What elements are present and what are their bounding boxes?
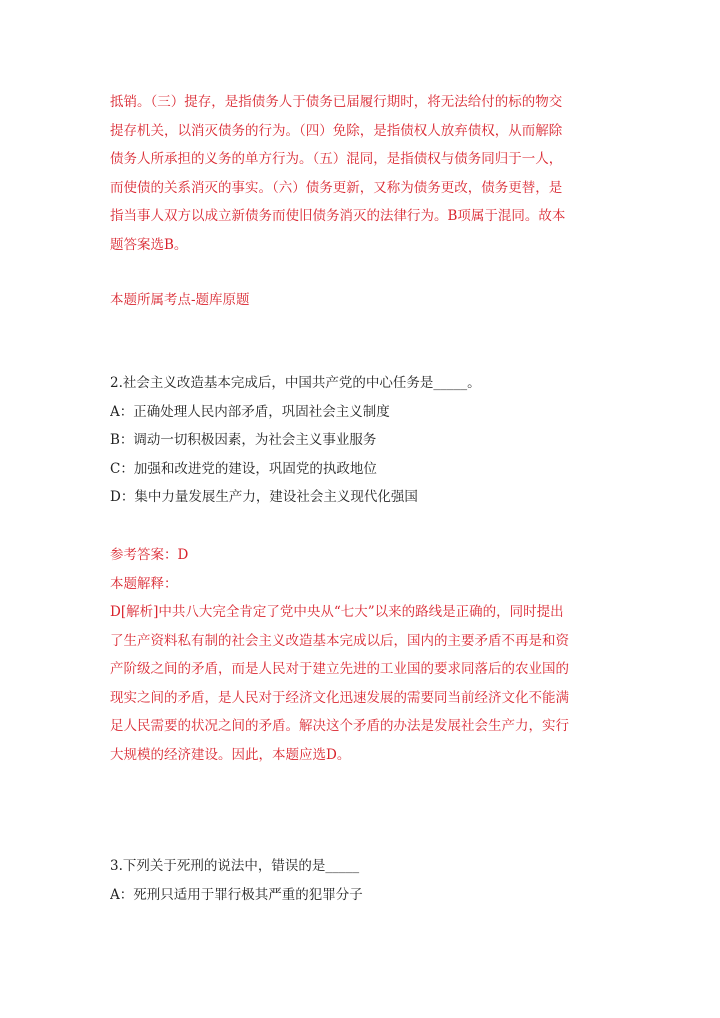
explanation-line: 指当事人双方以成立新债务而使旧债务消灭的法律行为。B项属于混同。故本 [110, 208, 566, 224]
explanation-label: 本题解释： [110, 575, 178, 592]
question-2 [110, 369, 610, 512]
explanation-line: 大规模的经济建设。因此，本题应选D。 [110, 746, 351, 763]
option-d: D：集中力量发展生产力，建设社会主义现代化强国 [110, 489, 418, 505]
explanation-line: 产阶级之间的矛盾，而是人民对于建立先进的工业国的要求同落后的农业国的 [110, 661, 569, 677]
answer-label: 参考答案：D [110, 547, 189, 563]
option-a: A：正确处理人民内部矛盾，巩固社会主义制度 [110, 403, 390, 420]
explanation-line: 足人民需要的状况之间的矛盾。解决这个矛盾的办法是发展社会生产力，实行 [110, 718, 569, 734]
explanation-line: 现实之间的矛盾，是人民对于经济文化迅速发展的需要同当前经济文化不能满 [110, 689, 569, 706]
previous-topic [110, 286, 610, 315]
explanation-line: 了生产资料私有制的社会主义改造基本完成以后，国内的主要矛盾不再是和资 [110, 632, 569, 649]
topic-label: 本题所属考点-题库原题 [110, 292, 250, 308]
explanation-line: 而使债的关系消灭的事实。（六）债务更新，又称为债务更改，债务更替，是 [110, 179, 563, 196]
option-c: C：加强和改进党的建设，巩固党的执政地位 [110, 460, 377, 477]
previous-explanation [110, 88, 610, 259]
explanation-line: D[解析]中共八大完全肯定了党中央从“七大”以来的路线是正确的，同时提出 [110, 604, 564, 620]
explanation-line: 提存机关，以消灭债务的行为。（四）免除，是指债权人放弃债权，从而解除 [110, 122, 563, 139]
question-3 [110, 852, 610, 909]
question-stem: 3.下列关于死刑的说法中，错误的是_____ [110, 858, 360, 874]
question-stem: 2.社会主义改造基本完成后，中国共产党的中心任务是_____。 [110, 375, 481, 391]
explanation-line: 题答案选B。 [110, 236, 188, 253]
option-a: A：死刑只适用于罪行极其严重的犯罪分子 [110, 886, 363, 903]
question-2-answer [110, 541, 610, 769]
explanation-line: 抵销。（三）提存，是指债务人于债务已届履行期时，将无法给付的标的物交 [110, 94, 563, 110]
explanation-line: 债务人所承担的义务的单方行为。（五）混同，是指债权与债务同归于一人， [110, 151, 563, 167]
option-b: B：调动一切积极因素，为社会主义事业服务 [110, 432, 377, 448]
